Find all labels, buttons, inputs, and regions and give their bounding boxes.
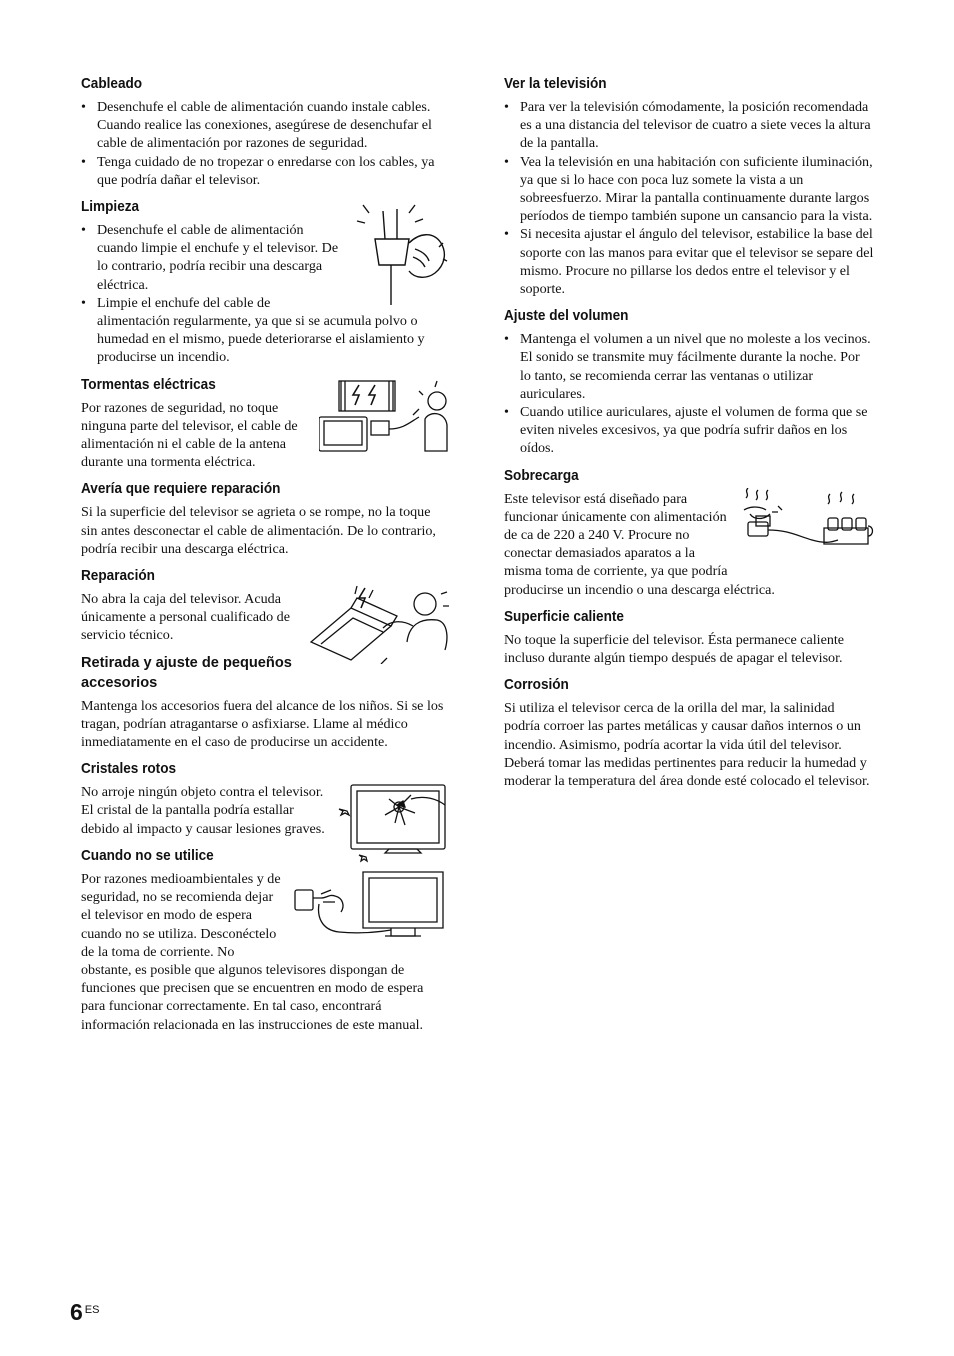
bullet-list xyxy=(504,330,874,457)
section-cableado xyxy=(81,74,449,189)
section-title: Cuando no se utilice xyxy=(81,847,214,864)
section-text: No toque la superficie del televisor. Ésta permanece caliente incluso durante algún tiempo después de apagar el televisor. xyxy=(504,631,845,667)
list-item: • Vea la televisión en una habitación con suficiente iluminación, ya que si lo hace con poca luz somete la vista a un sobreesfuerzo. Mirar la pantalla continuamente durante largos períodos de tiempo también supone un cansancio para la vista. xyxy=(504,153,874,226)
section-text: Si utiliza el televisor cerca de la orilla del mar, la salinidad podría corroer las partes metálicas y causar daños internos o un incendio. Asimismo, podría acortar la vida útil del televisor. Deberá tomar las medidas pertinentes para reducir la humedad y moderar la temperatura del área donde esté colocado el televisor. xyxy=(504,700,870,790)
section-superficie xyxy=(504,607,874,667)
section-text: Si la superficie del televisor se agrieta o se rompe, no la toque sin antes desconectar el cable de alimentación. De lo contrario, podría recibir una descarga eléctrica. xyxy=(81,504,436,557)
section-title: Sobrecarga xyxy=(504,467,579,484)
section-no-utilice xyxy=(81,846,449,1034)
page-number-value: 6 xyxy=(70,1299,83,1325)
list-item: • Tenga cuidado de no tropezar o enredarse con los cables, ya que podría dañar el televisor. xyxy=(81,153,449,189)
section-title: Tormentas eléctricas xyxy=(81,376,216,393)
section-retirada xyxy=(81,653,449,752)
section-corrosion xyxy=(504,675,874,790)
section-title: Avería que requiere reparación xyxy=(81,481,281,498)
bullet-list xyxy=(81,221,449,367)
section-text: No arroje ningún objeto contra el televisor. El cristal de la pantalla podría estallar debido al impacto y causar lesiones graves. xyxy=(81,784,325,837)
section-averia xyxy=(81,479,449,558)
unplug-tv-illustration xyxy=(293,868,449,942)
section-ver xyxy=(504,74,874,298)
section-title: Corrosión xyxy=(504,677,569,694)
section-title: Limpieza xyxy=(81,199,140,216)
section-title: Cableado xyxy=(81,76,143,92)
section-sobrecarga xyxy=(504,466,874,599)
list-item: • Mantenga el volumen a un nivel que no moleste a los vecinos. El sonido se transmite muy fácilmente durante la noche. Por lo tanto, se recomienda cerrar las ventanas o utilizar auriculares. xyxy=(504,330,874,403)
section-text: Por razones medioambientales y de seguridad, no se recomienda dejar el televisor en modo de espera cuando no se utiliza. Desconéctelo de la toma de corriente. No obstante, es posible que algunos televisores dispongan de funciones que precisen que se encuentren en modo de espera para funcionar correctamente. En tal caso, encontrará información relacionada en las instrucciones de este manual. xyxy=(81,870,424,1033)
section-text: Mantenga los accesorios fuera del alcance de los niños. Si se los tragan, podrían atragantarse o asfixiarse. Llame al médico inmediatamente en el caso de producirse un accidente. xyxy=(81,697,444,751)
section-title: Retirada y ajuste de pequeños accesorios xyxy=(81,654,292,691)
page-number xyxy=(70,1297,99,1325)
section-title: Reparación xyxy=(81,568,155,585)
section-title: Ver la televisión xyxy=(504,76,607,92)
section-text: Por razones de seguridad, no toque ninguna parte del televisor, el cable de alimentación ni el cable de la antena durante una tormenta eléctrica. xyxy=(81,399,298,471)
bullet-list xyxy=(81,98,449,189)
section-volumen xyxy=(504,306,874,457)
section-title: Superficie caliente xyxy=(504,608,624,625)
list-item: • Si necesita ajustar el ángulo del televisor, estabilice la base del soporte con las manos para evitar que el televisor se separe del mismo. Procure no pillarse los dedos entre el televisor y el soporte. xyxy=(504,225,874,298)
list-item: • Desenchufe el cable de alimentación cuando instale cables. Cuando realice las conexiones, asegúrese de desenchufar el cable de alimentación por razones de seguridad. xyxy=(81,98,449,153)
list-item: • Para ver la televisión cómodamente, la posición recomendada es a una distancia del televisor de cuatro a siete veces la altura de la pantalla. xyxy=(504,98,874,153)
section-title: Ajuste del volumen xyxy=(504,308,629,325)
bullet-list xyxy=(504,98,874,298)
list-item: • Limpie el enchufe del cable de alimentación regularmente, ya que si se acumula polvo o humedad en el mismo, puede deteriorarse el aislamiento y producirse un incendio. xyxy=(81,294,449,367)
section-cristales xyxy=(81,759,449,838)
overload-outlet-illustration xyxy=(742,488,874,562)
language-code: ES xyxy=(84,1304,100,1316)
section-text: Este televisor está diseñado para funcionar únicamente con alimentación de ca de 220 a 240 V. Procure no conectar demasiados aparatos a la misma toma de corriente, ya que podría producirse un incendio o una descarga eléctrica. xyxy=(504,490,775,598)
section-tormentas xyxy=(81,375,449,472)
section-limpieza xyxy=(81,197,449,367)
list-item: • Desenchufe el cable de alimentación cuando limpie el enchufe y el televisor. De lo contrario, podría recibir una descarga eléctrica. xyxy=(81,221,449,294)
section-text: No abra la caja del televisor. Acuda únicamente a personal cualificado de servicio técnico. xyxy=(81,591,290,644)
section-title: Cristales rotos xyxy=(81,761,177,778)
left-column xyxy=(81,74,449,1042)
section-reparacion xyxy=(81,566,449,645)
list-item: • Cuando utilice auriculares, ajuste el volumen de forma que se eviten niveles excesivos, ya que podría sufrir daños en los oídos. xyxy=(504,403,874,458)
right-column xyxy=(504,74,874,798)
